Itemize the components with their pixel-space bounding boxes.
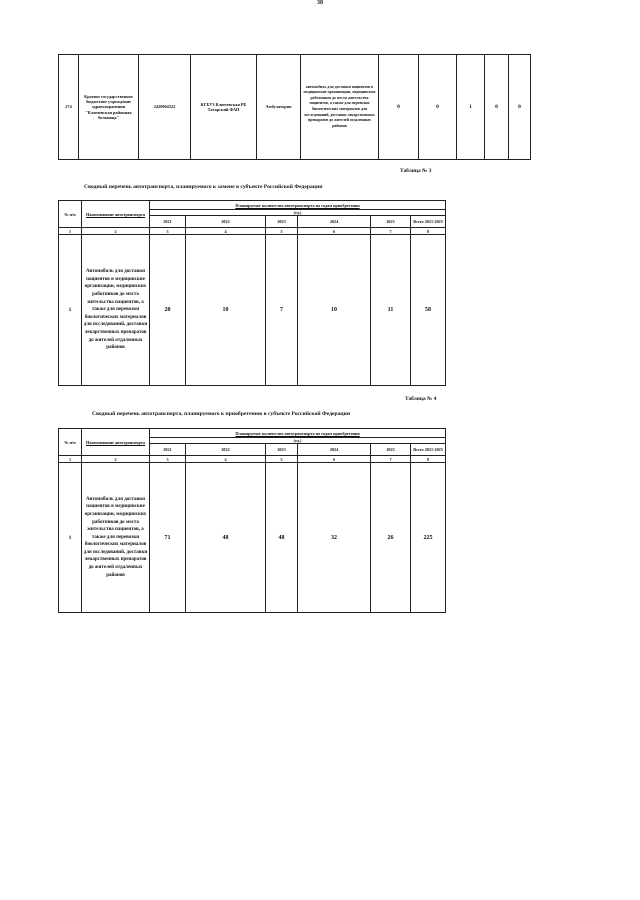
value-cell: 10 [186, 235, 266, 386]
value-cell: 48 [186, 463, 266, 613]
header-unit: (ед.) [150, 438, 446, 444]
column-numbers-row [59, 456, 446, 463]
row-number: 1 [59, 235, 82, 386]
organization-name: Краевое государственное бюджетное учреждение здравоохранения "Ключевская районная больница" [79, 55, 139, 160]
value-cell: 26 [371, 463, 411, 613]
table-row [59, 463, 446, 613]
table4 [58, 428, 446, 613]
vehicle-name: Автомобиль для доставки пациентов в медицинские организации, медицинских работников до места жительства пациентов, а также для перевозки биологических материалов для исследований, доставки лекарственных препаратов до жителей отдаленных районов [82, 463, 150, 613]
year-header: 2021 [150, 216, 186, 228]
page-number: 38 [317, 0, 323, 6]
year-header: 2025 [371, 216, 411, 228]
vehicle-name: Автомобиль для доставки пациентов в медицинские организации, медицинских работников до места жительства пациентов, а также для перевозки биологических материалов для исследований, доставки лекарственных препаратов до жителей отдаленных районов [82, 235, 150, 386]
year-header: 2023 [266, 444, 298, 456]
vehicle-purpose: автомобиль для доставки пациентов в медицинские организации, медицинских работников до места жительства пациентов, а также для перевозки биологических материалов для исследований, доставки лекарственных препаратов до жителей отдаленных районов [301, 55, 379, 160]
header-num: № п/п [59, 201, 82, 228]
column-number: 5 [266, 456, 298, 463]
table-row [59, 235, 446, 386]
value-cell: 11 [371, 235, 411, 386]
table3-label: Таблица № 3 [400, 168, 432, 174]
column-number: 3 [150, 456, 186, 463]
header-plan: Планируемое количество автотранспорта по годам приобретения [150, 429, 446, 438]
value-cell: 20 [150, 235, 186, 386]
value-cell: 1 [457, 55, 485, 160]
header-name: Наименование автотранспорта [82, 201, 150, 228]
top-continuation-table [58, 54, 531, 160]
column-number: 2 [82, 456, 150, 463]
header-unit: (ед.) [150, 210, 446, 216]
year-header: 2023 [266, 216, 298, 228]
column-number: 3 [150, 228, 186, 235]
table4-label: Таблица № 4 [405, 396, 437, 402]
column-number: 4 [186, 456, 266, 463]
row-number: 274 [59, 55, 79, 160]
total-cell: 58 [411, 235, 446, 386]
column-number: 7 [371, 456, 411, 463]
value-cell: 0 [509, 55, 531, 160]
value-cell: 0 [419, 55, 457, 160]
total-cell: 225 [411, 463, 446, 613]
facility-type: Амбулатория [257, 55, 301, 160]
header-name: Наименование автотранспорта [82, 429, 150, 456]
column-numbers-row [59, 228, 446, 235]
table-row [59, 55, 531, 160]
table4-caption: Сводный перечень автотранспорта, планируемого к приобретению в субъекте Российской Федерации [92, 411, 351, 417]
column-number: 1 [59, 456, 82, 463]
value-cell: 0 [485, 55, 509, 160]
header-num: № п/п [59, 429, 82, 456]
year-header: 2025 [371, 444, 411, 456]
column-number: 2 [82, 228, 150, 235]
row-number: 1 [59, 463, 82, 613]
unit-name: КГБУЗ Ключевская РБ Татарский ФАП [191, 55, 257, 160]
header-plan: Планируемое количество автотранспорта по годам приобретения [150, 201, 446, 210]
column-number: 4 [186, 228, 266, 235]
value-cell: 71 [150, 463, 186, 613]
value-cell: 48 [266, 463, 298, 613]
value-cell: 32 [298, 463, 371, 613]
column-number: 6 [298, 228, 371, 235]
value-cell: 7 [266, 235, 298, 386]
column-number: 1 [59, 228, 82, 235]
total-header: Всего 2021-2025 [411, 216, 446, 228]
year-header: 2021 [150, 444, 186, 456]
total-header: Всего 2021-2025 [411, 444, 446, 456]
table3 [58, 200, 446, 386]
year-header: 2022 [186, 216, 266, 228]
year-header: 2024 [298, 444, 371, 456]
column-number: 8 [411, 456, 446, 463]
column-number: 7 [371, 228, 411, 235]
column-number: 6 [298, 456, 371, 463]
value-cell: 0 [379, 55, 419, 160]
value-cell: 10 [298, 235, 371, 386]
column-number: 8 [411, 228, 446, 235]
table3-caption: Сводный перечень автотранспорта, планируемого к замене в субъекте Российской Федерации [84, 184, 323, 190]
year-header: 2024 [298, 216, 371, 228]
year-header: 2022 [186, 444, 266, 456]
column-number: 5 [266, 228, 298, 235]
inn-code: 2420004322 [139, 55, 191, 160]
